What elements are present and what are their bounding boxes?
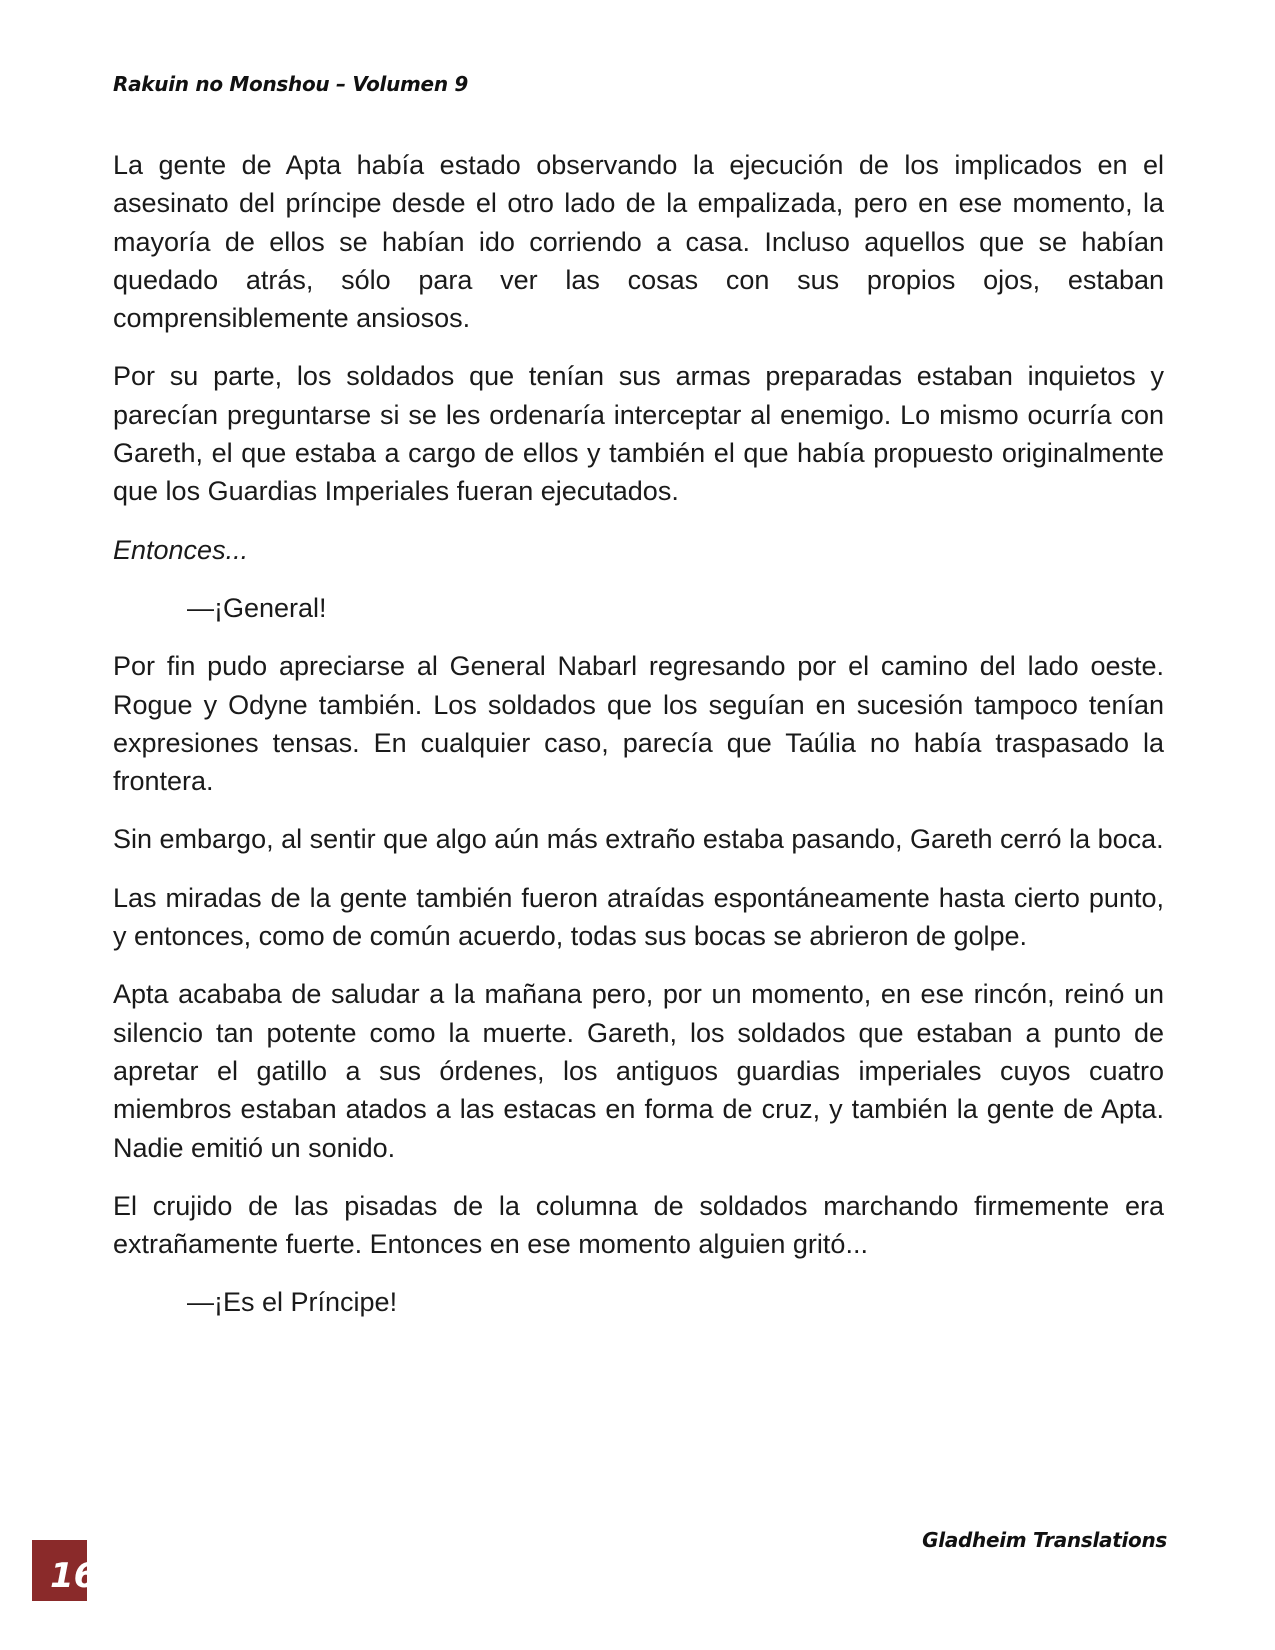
paragraph: Apta acababa de saludar a la mañana pero, por un momento, en ese rincón, reinó un silencio tan potente como la muerte. Gareth, los soldados que estaban a punto de apretar el gatillo a sus órdenes, los antiguos guardias imperiales cuyos cuatro miembros estaban atados a las estacas en forma de cruz, y también la gente de Apta. Nadie emitió un sonido.	[113, 979, 1164, 1163]
dialog-line: —¡Es el Príncipe!	[187, 1287, 398, 1318]
paragraph: Sin embargo, al sentir que algo aún más extraño estaba pasando, Gareth cerró la boca.	[113, 824, 1164, 855]
paragraph: Por su parte, los soldados que tenían sus armas preparadas estaban inquietos y parecían preguntarse si se les ordenaría interceptar al enemigo. Lo mismo ocurría con Gareth, el que estaba a cargo de ellos y también el que había propuesto originalmente que los Guardias Imperiales fueran ejecutados.	[113, 361, 1164, 507]
paragraph: Las miradas de la gente también fueron atraídas espontáneamente hasta cierto punto, y entonces, como de común acuerdo, todas sus bocas se abrieron de golpe.	[113, 882, 1164, 952]
page-number: 16	[50, 1556, 98, 1596]
dialog-line: —¡General!	[187, 592, 327, 623]
paragraph: Por fin pudo apreciarse al General Nabarl regresando por el camino del lado oeste. Rogue y Odyne también. Los soldados que los seguían en sucesión tampoco tenían expresiones tensas. En cualquier caso, parecía que Taúlia no había traspasado la frontera.	[113, 651, 1164, 797]
page-body	[113, 146, 1164, 1342]
paragraph: El crujido de las pisadas de la columna de soldados marchando firmemente era extrañamente fuerte. Entonces en ese momento alguien gritó...	[113, 1190, 1164, 1260]
page-number-underline	[32, 1601, 87, 1603]
paragraph-italic: Entonces...	[113, 534, 249, 565]
paragraph: La gente de Apta había estado observando la ejecución de los implicados en el asesinato del príncipe desde el otro lado de la empalizada, pero en ese momento, la mayoría de ellos se habían ido corriendo a casa. Incluso aquellos que se habían quedado atrás, sólo para ver las cosas con sus propios ojos, estaban comprensiblemente ansiosos.	[113, 150, 1164, 334]
running-header: Rakuin no Monshou – Volumen 9	[113, 72, 469, 96]
footer-credit: Gladheim Translations	[922, 1528, 1167, 1552]
